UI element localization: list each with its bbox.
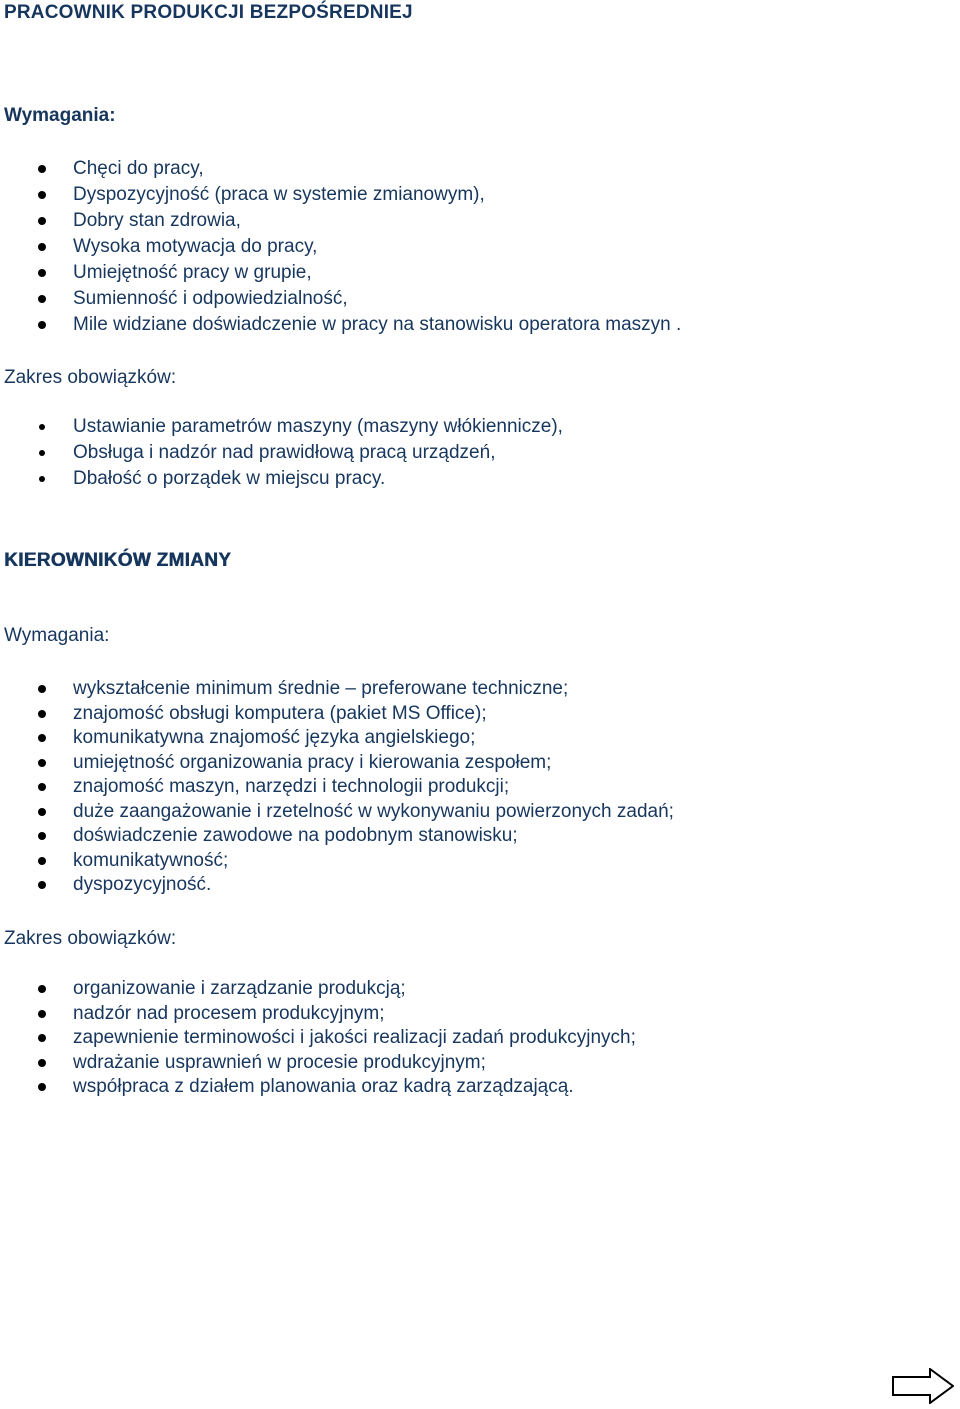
bullet-icon xyxy=(38,243,46,251)
bullet-icon xyxy=(38,295,46,303)
bullet-icon xyxy=(39,450,45,456)
list-item xyxy=(0,466,563,492)
list-item xyxy=(0,977,636,1002)
section2-requirements-list xyxy=(0,677,674,898)
list-item-text: nadzór nad procesem produkcyjnym; xyxy=(73,1002,385,1024)
section2-requirements-heading: Wymagania: xyxy=(4,625,110,646)
list-item-text: komunikatywna znajomość języka angielskiego; xyxy=(73,727,476,748)
section1-requirements-heading: Wymagania: xyxy=(4,105,116,126)
bullet-icon xyxy=(39,424,45,430)
next-page-button[interactable] xyxy=(892,1368,954,1404)
list-item xyxy=(0,312,681,338)
list-item xyxy=(0,1075,636,1100)
list-item-text: znajomość obsługi komputera (pakiet MS Office); xyxy=(73,702,487,724)
section1-title: PRACOWNIK PRODUKCJI BEZPOŚREDNIEJ xyxy=(4,2,413,23)
list-item xyxy=(0,1002,636,1027)
list-item xyxy=(0,800,674,825)
list-item-text: Dobry stan zdrowia, xyxy=(73,210,241,231)
list-item-text: współpraca z działem planowania oraz kadrą zarządzającą. xyxy=(73,1076,574,1097)
list-item-text: umiejętność organizowania pracy i kierowania zespołem; xyxy=(73,751,552,773)
list-item xyxy=(0,873,674,898)
bullet-icon xyxy=(39,476,45,482)
list-item xyxy=(0,156,681,182)
list-item-text: komunikatywność; xyxy=(73,849,229,871)
list-item-text: wdrażanie usprawnień w procesie produkcyjnym; xyxy=(73,1051,486,1073)
bullet-icon xyxy=(38,685,46,693)
bullet-icon xyxy=(38,321,46,329)
list-item xyxy=(0,208,681,234)
bullet-icon xyxy=(38,1059,46,1067)
bullet-icon xyxy=(38,710,46,718)
bullet-icon xyxy=(38,734,46,742)
list-item-text: zapewnienie terminowości i jakości realizacji zadań produkcyjnych; xyxy=(73,1027,636,1048)
bullet-icon xyxy=(38,1010,46,1018)
list-item xyxy=(0,260,681,286)
list-item-text: Wysoka motywacja do pracy, xyxy=(73,236,318,257)
bullet-icon xyxy=(38,1083,46,1091)
bullet-icon xyxy=(38,808,46,816)
section2-duties-list xyxy=(0,977,636,1100)
list-item xyxy=(0,286,681,312)
bullet-icon xyxy=(38,881,46,889)
bullet-icon xyxy=(38,832,46,840)
list-item-text: Ustawianie parametrów maszyny (maszyny włókiennicze), xyxy=(73,416,563,437)
bullet-icon xyxy=(38,759,46,767)
bullet-icon xyxy=(38,191,46,199)
list-item xyxy=(0,677,674,702)
list-item-text: Mile widziane doświadczenie w pracy na stanowisku operatora maszyn . xyxy=(73,314,682,335)
list-item-text: Obsługa i nadzór nad prawidłową pracą urządzeń, xyxy=(73,442,496,463)
section2-title: KIEROWNIKÓW ZMIANY xyxy=(4,550,232,571)
list-item xyxy=(0,1051,636,1076)
section2-duties-heading: Zakres obowiązków: xyxy=(4,928,177,949)
list-item xyxy=(0,702,674,727)
bullet-icon xyxy=(38,985,46,993)
arrow-right-icon xyxy=(892,1368,954,1404)
list-item xyxy=(0,849,674,874)
list-item-text: Sumienność i odpowiedzialność, xyxy=(73,288,348,309)
list-item-text: Dbałość o porządek w miejscu pracy. xyxy=(73,468,386,489)
section1-requirements-list xyxy=(0,156,681,338)
list-item-text: dyspozycyjność. xyxy=(73,874,212,895)
bullet-icon xyxy=(38,269,46,277)
list-item xyxy=(0,234,681,260)
list-item xyxy=(0,440,563,466)
list-item-text: znajomość maszyn, narzędzi i technologii produkcji; xyxy=(73,776,510,797)
list-item-text: Umiejętność pracy w grupie, xyxy=(73,262,312,283)
list-item xyxy=(0,775,674,800)
list-item xyxy=(0,182,681,208)
bullet-icon xyxy=(38,217,46,225)
bullet-icon xyxy=(38,1034,46,1042)
list-item xyxy=(0,726,674,751)
list-item-text: wykształcenie minimum średnie – preferowane techniczne; xyxy=(73,678,569,699)
list-item-text: Chęci do pracy, xyxy=(73,158,204,179)
bullet-icon xyxy=(38,165,46,173)
list-item xyxy=(0,824,674,849)
list-item-text: doświadczenie zawodowe na podobnym stanowisku; xyxy=(73,825,518,846)
list-item xyxy=(0,414,563,440)
bullet-icon xyxy=(38,857,46,865)
section1-duties-heading: Zakres obowiązków: xyxy=(4,367,177,388)
section1-duties-list xyxy=(0,414,563,492)
list-item-text: duże zaangażowanie i rzetelność w wykonywaniu powierzonych zadań; xyxy=(73,800,674,822)
list-item-text: Dyspozycyjność (praca w systemie zmianowym), xyxy=(73,184,485,205)
list-item-text: organizowanie i zarządzanie produkcją; xyxy=(73,978,406,999)
list-item xyxy=(0,751,674,776)
bullet-icon xyxy=(38,783,46,791)
list-item xyxy=(0,1026,636,1051)
